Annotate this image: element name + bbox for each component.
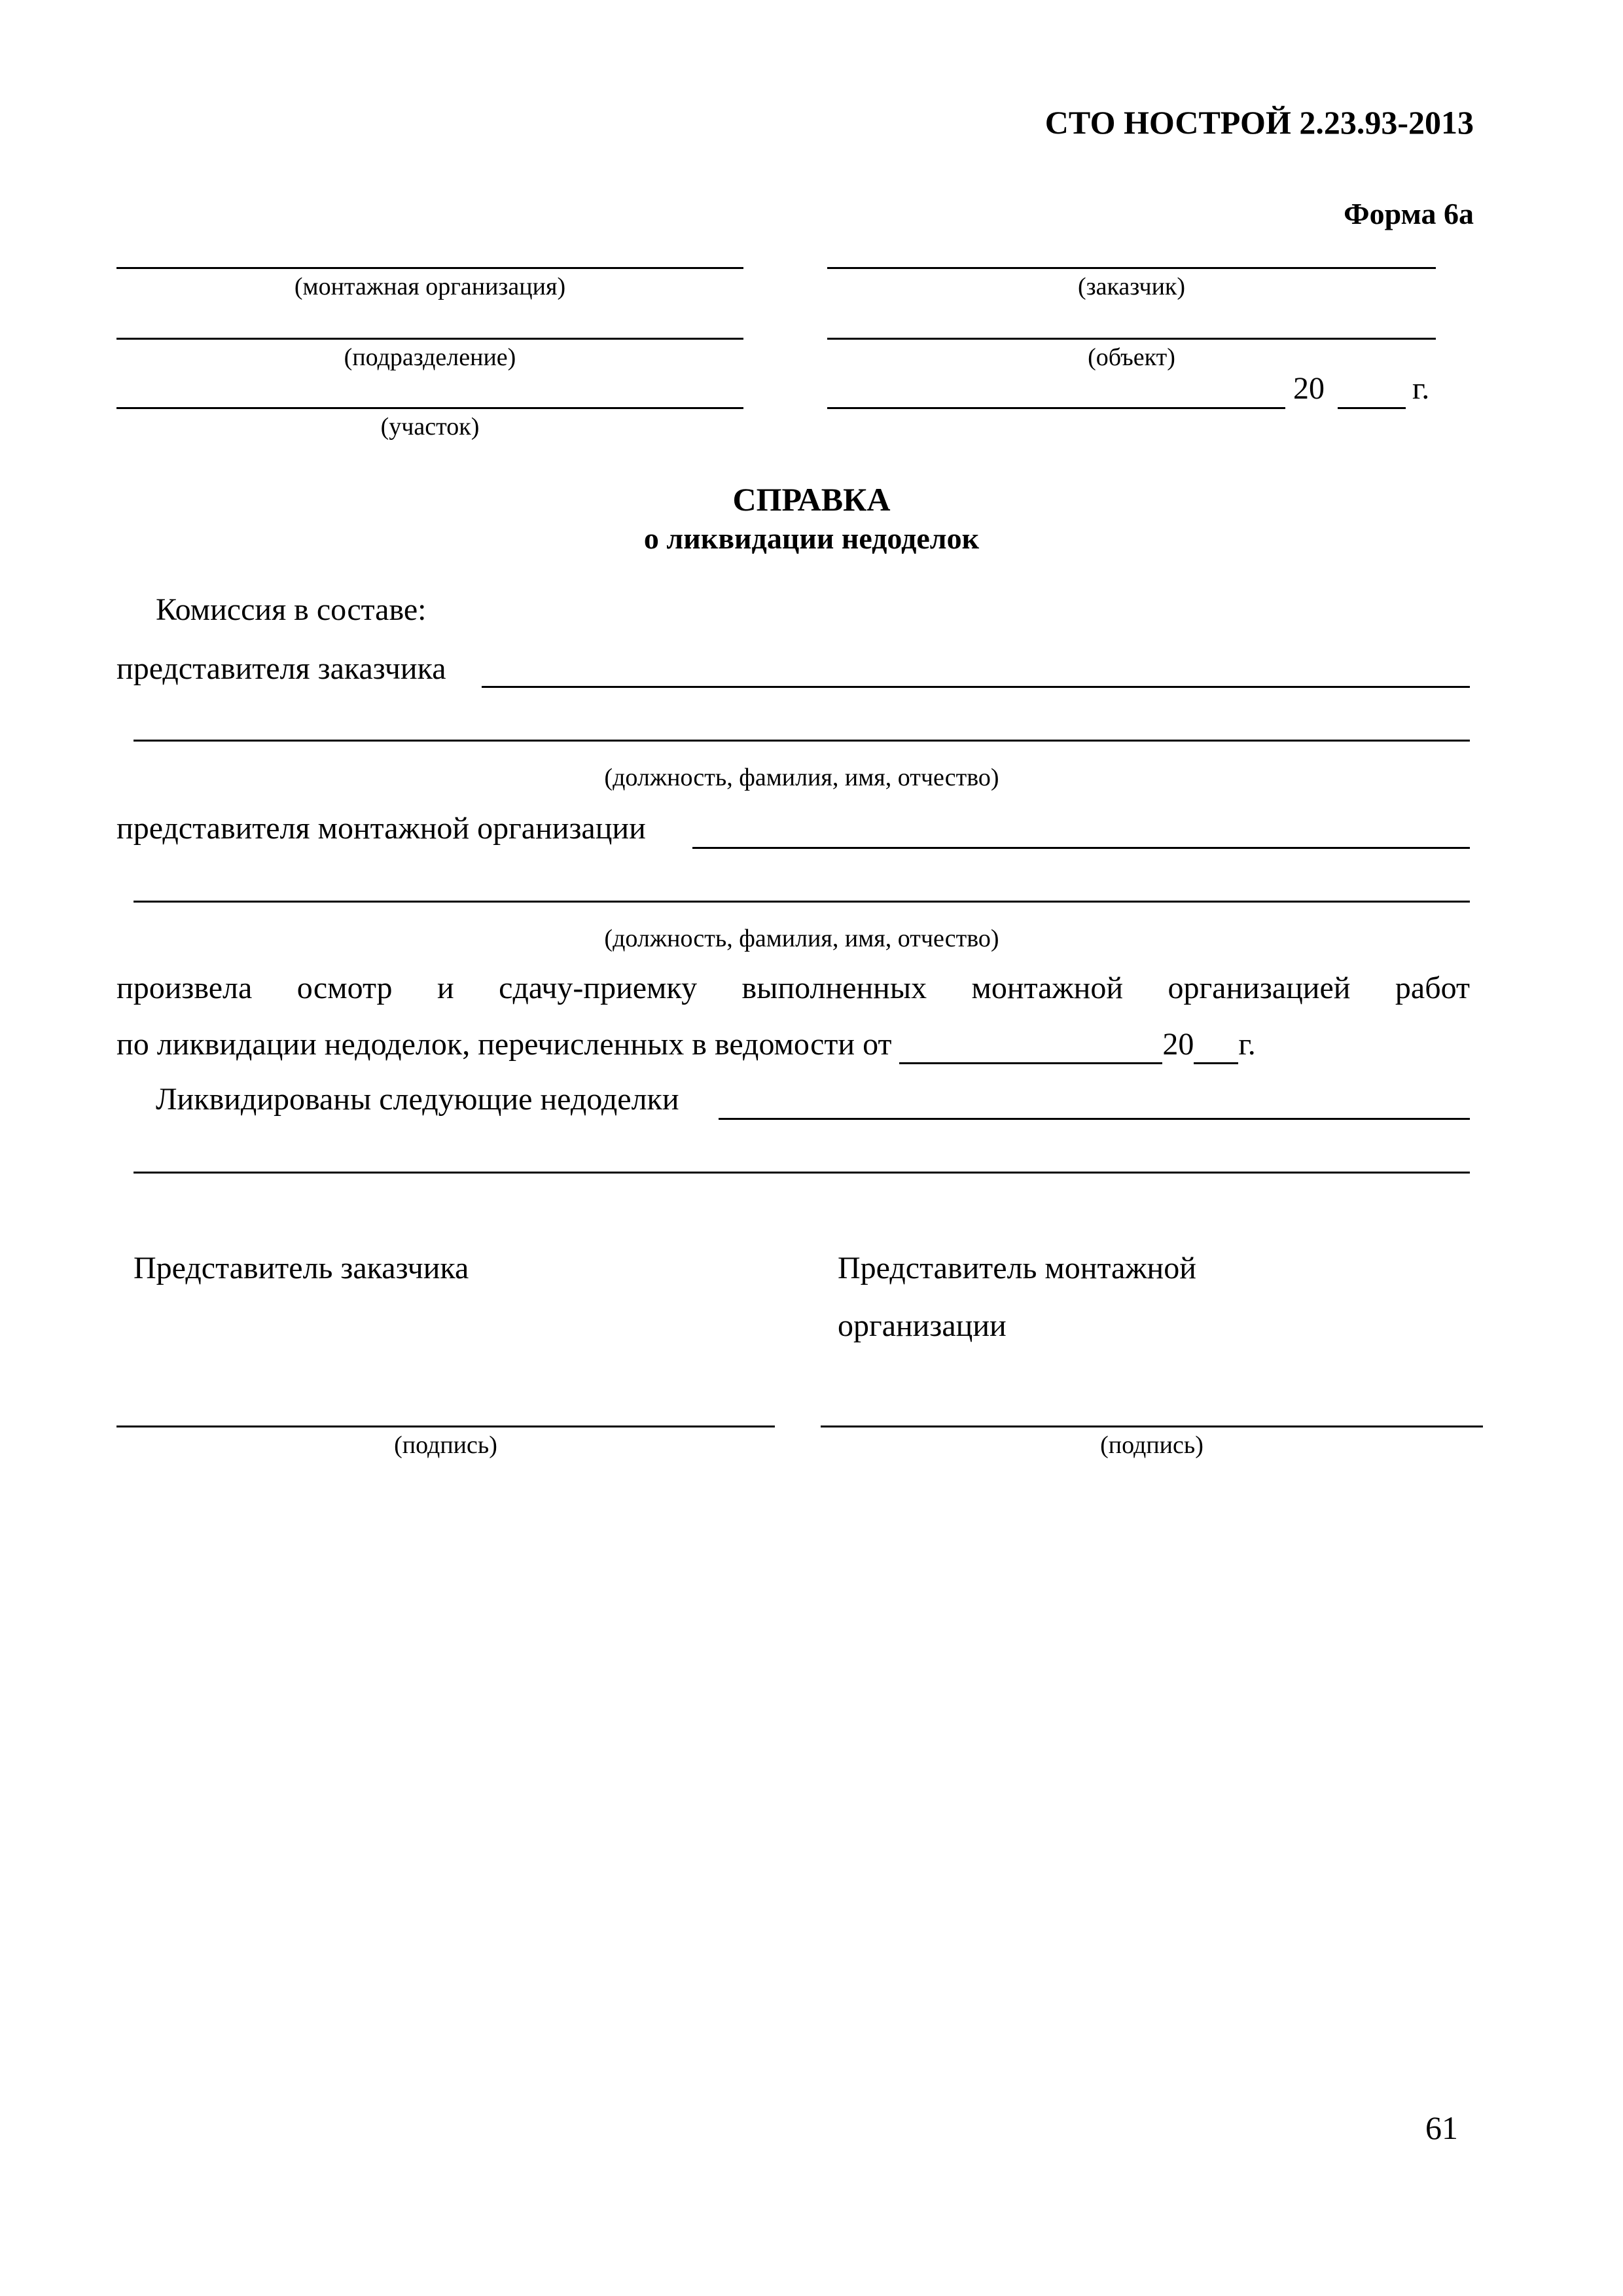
date-year-line[interactable] [1338,407,1406,409]
page-number: 61 [1425,2109,1458,2146]
performed-word: и [437,971,454,1005]
statement-year-prefix: 20 [1162,1027,1194,1062]
statement-prefix: по ликвидации недоделок, перечисленных в ведомости от [116,1027,892,1062]
statement-date-line [116,1026,1256,1064]
eliminated-field[interactable] [719,1118,1470,1120]
performed-statement-line [116,970,1470,1006]
customer-caption: (заказчик) [1077,273,1186,300]
date-year-suffix: г. [1412,371,1430,406]
eliminated-field-continued[interactable] [134,1172,1470,1174]
subdivision-caption: (подразделение) [344,344,516,371]
object-line[interactable] [827,338,1436,340]
customer-signature-title: Представитель заказчика [134,1251,469,1285]
installer-signature-caption: (подпись) [1100,1431,1204,1459]
performed-word: монтажной [971,971,1123,1005]
site-line[interactable] [116,407,743,409]
performed-word: сдачу-приемку [499,971,698,1005]
installer-rep-label: представителя монтажной организации [116,811,646,846]
document-code: СТО НОСТРОЙ 2.23.93-2013 [1044,104,1474,141]
object-caption: (объект) [1088,344,1175,371]
date-year-prefix: 20 [1293,371,1325,406]
subdivision-line[interactable] [116,338,743,340]
mounting-org-line[interactable] [116,267,743,269]
customer-signature-caption: (подпись) [394,1431,497,1459]
installer-signature-line[interactable] [821,1426,1483,1427]
eliminated-label: Ликвидированы следующие недоделки [156,1082,679,1117]
statement-year-field[interactable] [1194,1026,1238,1064]
installer-signature-title-line1: Представитель монтажной [838,1251,1196,1285]
performed-word: выполненных [741,971,927,1005]
installer-rep-caption: (должность, фамилия, имя, отчество) [604,925,999,952]
performed-word: организацией [1168,971,1351,1005]
installer-rep-field[interactable] [692,847,1470,849]
performed-word: осмотр [296,971,393,1005]
date-day-month-line[interactable] [827,407,1285,409]
customer-rep-label: представителя заказчика [116,651,446,686]
site-caption: (участок) [380,413,480,440]
customer-rep-field[interactable] [482,686,1470,688]
customer-line[interactable] [827,267,1436,269]
installer-rep-field-continued[interactable] [134,901,1470,903]
commission-label: Комиссия в составе: [156,592,427,627]
form-number: Форма 6а [1344,197,1474,230]
document-title: СПРАВКА [732,481,891,518]
mounting-org-caption: (монтажная организация) [294,273,566,300]
customer-rep-field-continued[interactable] [134,740,1470,742]
customer-rep-caption: (должность, фамилия, имя, отчество) [604,764,999,791]
performed-word: произвела [116,971,253,1005]
installer-signature-title-line2: организации [838,1308,1007,1343]
customer-signature-line[interactable] [116,1426,775,1427]
statement-year-suffix: г. [1238,1027,1256,1062]
statement-date-field[interactable] [899,1026,1162,1064]
performed-word: работ [1395,971,1470,1005]
document-subtitle: о ликвидации недоделок [643,522,980,555]
